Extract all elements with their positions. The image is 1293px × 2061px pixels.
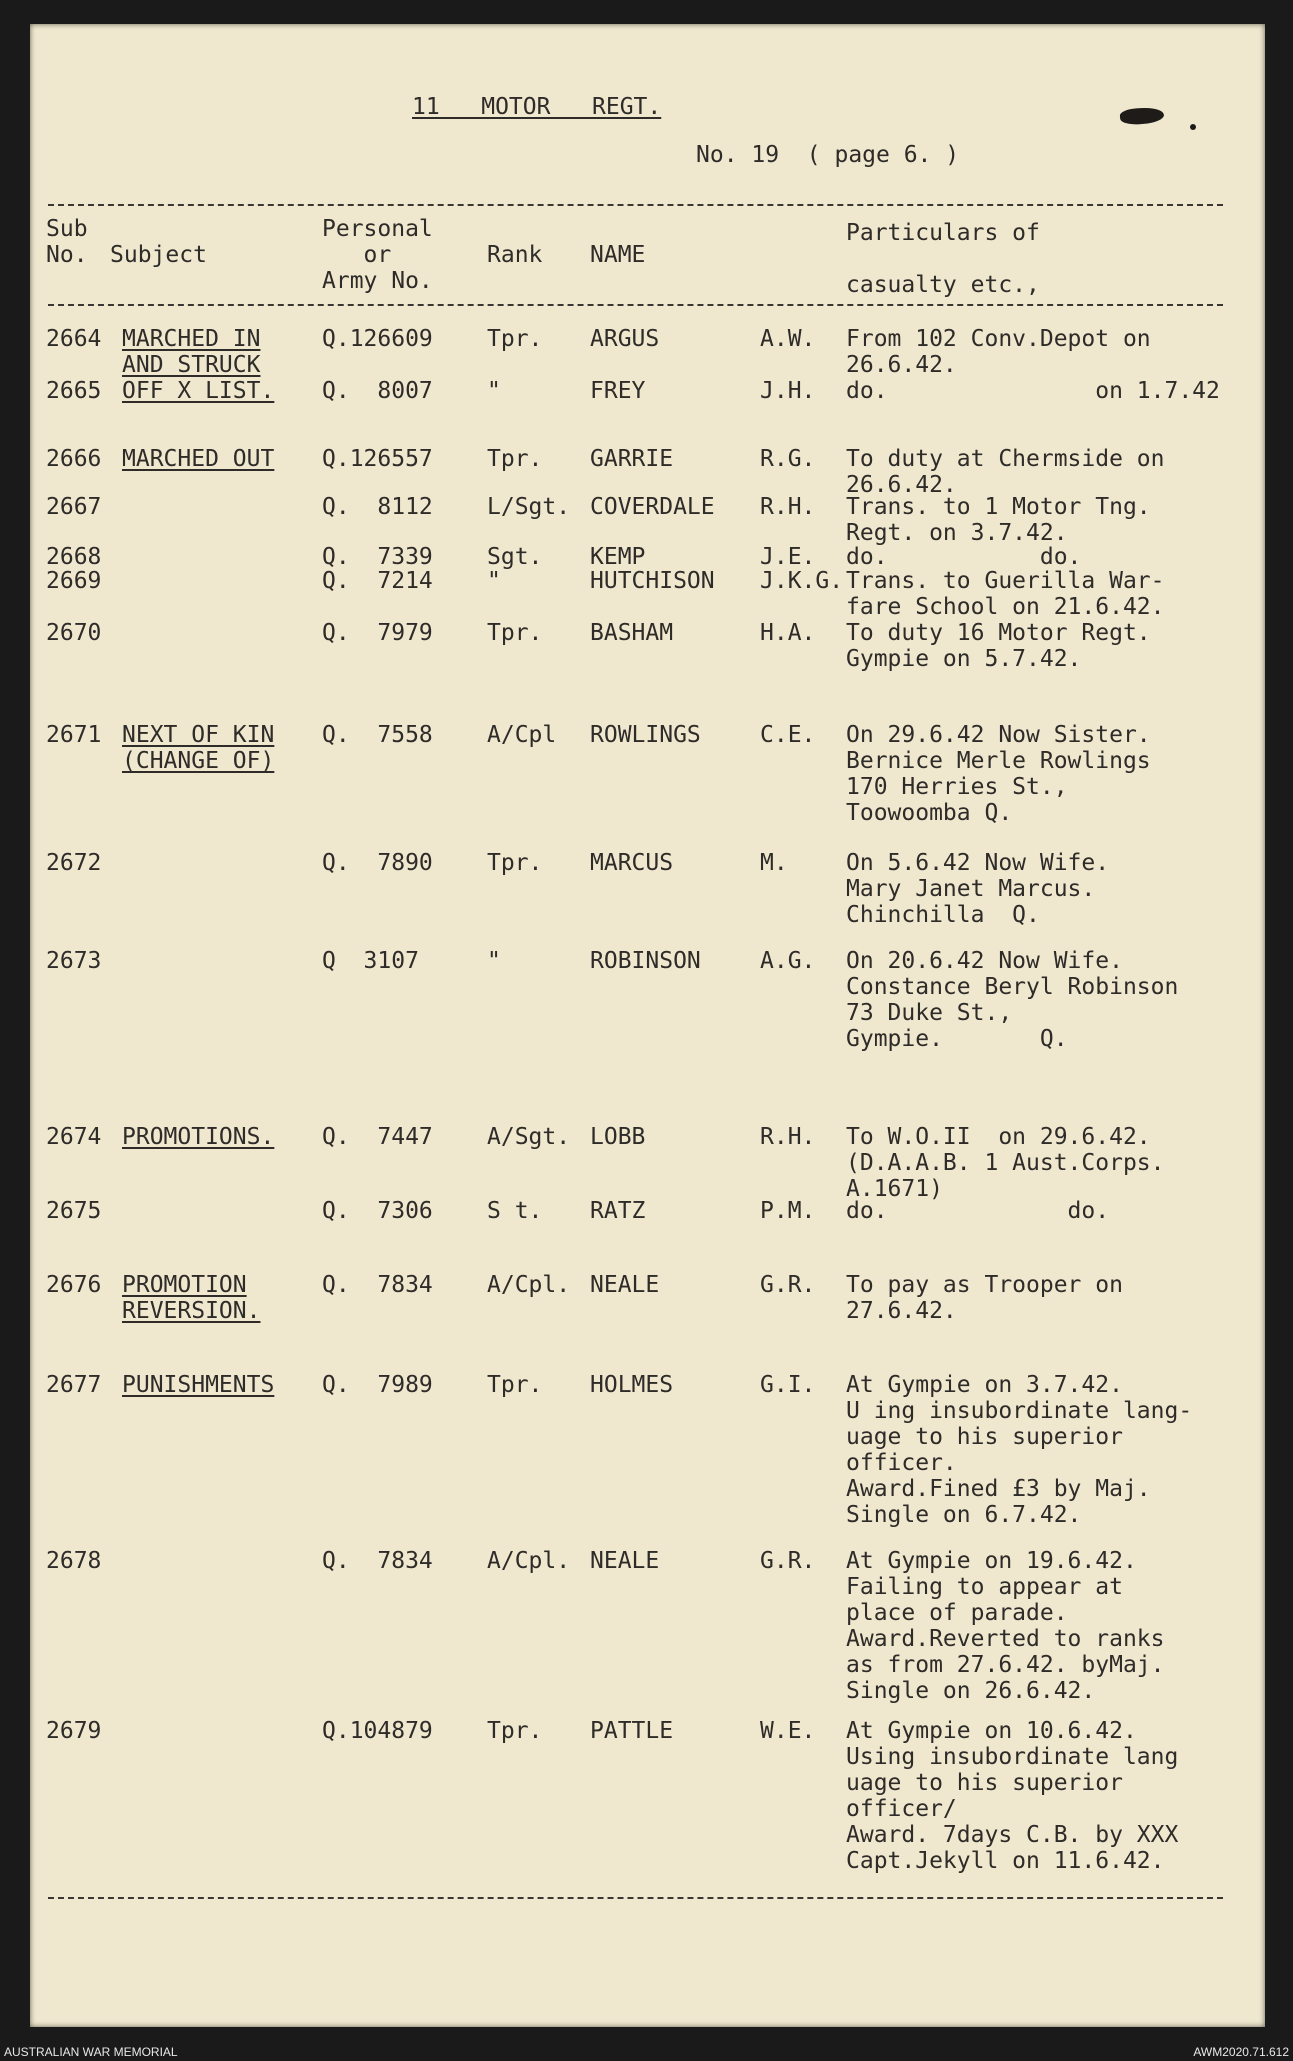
- entry-rank: A/Sgt.: [487, 1124, 571, 1150]
- entry-init: G.I.: [760, 1372, 816, 1398]
- entry-init: H.A.: [760, 620, 816, 646]
- entry-part: On 5.6.42 Now Wife. Mary Janet Marcus. Chinchilla Q.: [846, 850, 1110, 928]
- entry-part: At Gympie on 10.6.42. Using insubordinate lang uage to his superior officer/ Award. 7days C.B. by XXX Capt.Jekyll on 11.6.42.: [846, 1718, 1179, 1874]
- entry-rank: Tpr.: [487, 1372, 543, 1398]
- entry-init: P.M.: [760, 1198, 816, 1224]
- entry-rank: ": [487, 948, 501, 974]
- entry-init: C.E.: [760, 722, 816, 748]
- header-rule-top: [48, 204, 1223, 206]
- header-rule-bottom: [48, 304, 1223, 306]
- entry-init: W.E.: [760, 1718, 816, 1744]
- entry-init: J.H.: [760, 378, 816, 404]
- document-page: [30, 24, 1265, 2027]
- entry-no: Q. 7890: [322, 850, 433, 876]
- entry-rank: Tpr.: [487, 326, 543, 352]
- entry-part: Trans. to Guerilla War- fare School on 21.6.42.: [846, 568, 1165, 620]
- entry-rank: Tpr.: [487, 1718, 543, 1744]
- entry-no: Q. 7834: [322, 1272, 433, 1298]
- document-number: No. 19 ( page 6. ): [696, 142, 960, 168]
- entry-part: To pay as Trooper on 27.6.42.: [846, 1272, 1123, 1324]
- entry-init: G.R.: [760, 1548, 816, 1574]
- entry-sub: 2667: [46, 494, 102, 520]
- entry-no: Q. 7979: [322, 620, 433, 646]
- entry-rank: ": [487, 378, 501, 404]
- entry-name: NEALE: [590, 1272, 660, 1298]
- entry-part: do. do.: [846, 1198, 1110, 1224]
- entry-sub: 2670: [46, 620, 102, 646]
- entry-name: KEMP: [590, 544, 646, 570]
- entry-part: On 20.6.42 Now Wife. Constance Beryl Robinson 73 Duke St., Gympie. Q.: [846, 948, 1179, 1052]
- footer-source: AUSTRALIAN WAR MEMORIAL: [4, 2045, 178, 2059]
- entry-part: To duty 16 Motor Regt. Gympie on 5.7.42.: [846, 620, 1151, 672]
- entry-sub: 2675: [46, 1198, 102, 1224]
- entry-rank: A/Cpl.: [487, 1272, 571, 1298]
- entry-sub: 2674: [46, 1124, 102, 1150]
- entry-part: On 29.6.42 Now Sister. Bernice Merle Rowlings 170 Herries St., Toowoomba Q.: [846, 722, 1151, 826]
- entry-sub: 2677: [46, 1372, 102, 1398]
- entry-sub: 2672: [46, 850, 102, 876]
- entry-name: LOBB: [590, 1124, 646, 1150]
- entry-part: Trans. to 1 Motor Tng. Regt. on 3.7.42.: [846, 494, 1151, 546]
- entry-subject: PROMOTIONS.: [122, 1124, 275, 1150]
- entry-no: Q. 7339: [322, 544, 433, 570]
- entry-name: HUTCHISON: [590, 568, 715, 594]
- entry-init: J.E.: [760, 544, 816, 570]
- col-rank: Rank: [487, 242, 543, 268]
- end-rule: [48, 1897, 1223, 1899]
- col-name: NAME: [590, 242, 646, 268]
- entry-init: G.R.: [760, 1272, 816, 1298]
- entry-rank: Tpr.: [487, 850, 543, 876]
- entry-name: ARGUS: [590, 326, 660, 352]
- entry-rank: L/Sgt.: [487, 494, 571, 520]
- entry-init: R.H.: [760, 1124, 816, 1150]
- entry-sub: 2666: [46, 446, 102, 472]
- col-personal: Personal or Army No.: [322, 216, 433, 294]
- entry-no: Q. 7834: [322, 1548, 433, 1574]
- entry-init: A.W.: [760, 326, 816, 352]
- entry-rank: Tpr.: [487, 620, 543, 646]
- entry-name: PATTLE: [590, 1718, 674, 1744]
- entry-no: Q. 7214: [322, 568, 433, 594]
- entry-sub: 2679: [46, 1718, 102, 1744]
- entry-name: RATZ: [590, 1198, 646, 1224]
- entry-name: HOLMES: [590, 1372, 674, 1398]
- entry-part: do. do.: [846, 544, 1082, 570]
- unit-title: 11 MOTOR REGT.: [412, 94, 662, 120]
- entry-part: At Gympie on 3.7.42. U ing insubordinate lang- uage to his superior officer. Award.Fined £3 by Maj. Single on 6.7.42.: [846, 1372, 1193, 1528]
- entry-sub: 2678: [46, 1548, 102, 1574]
- entry-name: COVERDALE: [590, 494, 715, 520]
- entry-part: To duty at Chermside on 26.6.42.: [846, 446, 1165, 498]
- entry-sub: 2664: [46, 326, 102, 352]
- entry-name: NEALE: [590, 1548, 660, 1574]
- entry-name: BASHAM: [590, 620, 674, 646]
- entry-no: Q.126609: [322, 326, 433, 352]
- entry-sub: 2676: [46, 1272, 102, 1298]
- entry-init: R.H.: [760, 494, 816, 520]
- ink-dot: [1190, 124, 1196, 130]
- entry-sub: 2669: [46, 568, 102, 594]
- entry-part: do. on 1.7.42: [846, 378, 1220, 404]
- entry-no: Q. 8007: [322, 378, 433, 404]
- col-sub-no: Sub No.: [46, 216, 88, 268]
- entry-no: Q. 7989: [322, 1372, 433, 1398]
- entry-init: R.G.: [760, 446, 816, 472]
- entry-part: At Gympie on 19.6.42. Failing to appear at place of parade. Award.Reverted to ranks as from 27.6.42. byMaj. Single on 26.6.42.: [846, 1548, 1165, 1704]
- entry-sub: 2665: [46, 378, 102, 404]
- entry-name: ROWLINGS: [590, 722, 701, 748]
- entry-no: Q. 8112: [322, 494, 433, 520]
- col-particulars: Particulars of casualty etc.,: [846, 220, 1040, 298]
- entry-subject: PROMOTION REVERSION.: [122, 1272, 261, 1324]
- entry-subject: NEXT OF KIN (CHANGE OF): [122, 722, 275, 774]
- entry-rank: A/Cpl: [487, 722, 557, 748]
- entry-no: Q.104879: [322, 1718, 433, 1744]
- entry-rank: ": [487, 568, 501, 594]
- entry-name: FREY: [590, 378, 646, 404]
- entry-init: J.K.G.: [760, 568, 844, 594]
- entry-no: Q.126557: [322, 446, 433, 472]
- entry-no: Q. 7558: [322, 722, 433, 748]
- entry-sub: 2668: [46, 544, 102, 570]
- entry-init: M.: [760, 850, 788, 876]
- ink-blot: [1119, 106, 1164, 125]
- entry-part: From 102 Conv.Depot on 26.6.42.: [846, 326, 1151, 378]
- entry-sub: 2671: [46, 722, 102, 748]
- entry-rank: Sgt.: [487, 544, 543, 570]
- col-subject: Subject: [110, 242, 207, 268]
- entry-subject: MARCHED OUT: [122, 446, 275, 472]
- entry-name: GARRIE: [590, 446, 674, 472]
- entry-no: Q. 7447: [322, 1124, 433, 1150]
- entry-rank: Tpr.: [487, 446, 543, 472]
- entry-name: MARCUS: [590, 850, 674, 876]
- entry-subject: PUNISHMENTS: [122, 1372, 275, 1398]
- entry-name: ROBINSON: [590, 948, 701, 974]
- entry-sub: 2673: [46, 948, 102, 974]
- footer-accession: AWM2020.71.612: [1193, 2045, 1289, 2059]
- entry-part: To W.O.II on 29.6.42. (D.A.A.B. 1 Aust.Corps. A.1671): [846, 1124, 1165, 1202]
- entry-no: Q. 7306: [322, 1198, 433, 1224]
- entry-subject: MARCHED IN AND STRUCK OFF X LIST.: [122, 326, 275, 404]
- entry-init: A.G.: [760, 948, 816, 974]
- entry-rank: S t.: [487, 1198, 543, 1224]
- entry-no: Q 3107: [322, 948, 419, 974]
- entry-rank: A/Cpl.: [487, 1548, 571, 1574]
